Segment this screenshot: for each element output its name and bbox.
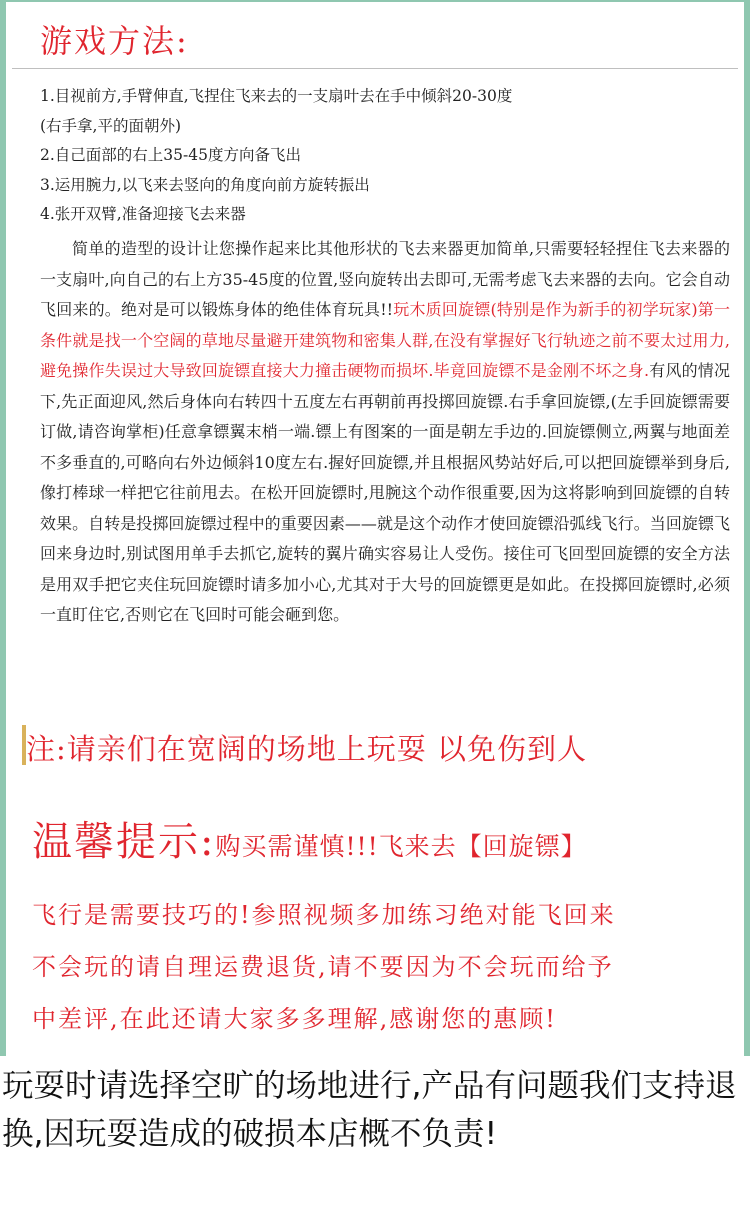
tips-subtitle: 购买需谨慎!!!飞来去【回旋镖】 <box>215 832 587 861</box>
step-item: 4.张开双臂,准备迎接飞去来器 <box>40 205 246 223</box>
step-item: (右手拿,平的面朝外) <box>40 116 182 135</box>
tips-line: 不会玩的请自理运费退货,请不要因为不会玩而给予 <box>32 953 614 981</box>
paragraph-technique: 有风的情况下,先正面迎风,然后身体向右转四十五度左右再朝前再投掷回旋镖.右手拿回旋镖,(左手回旋镖需要订做,请咨询掌柜)任意拿镖翼末梢一端.镖上有图案的一面是朝左手边的.回旋镖侧立,两翼与地面差不多垂直的,可略向右外边倾斜10度左右.握好回旋镖,并且根据风势站好后,可以把回旋镖举到身后,像打棒球一样把它往前甩去。在松开回旋镖时,甩腕这个动作很重要,因为这将影响到回旋镖的自转效果。自转是投掷回旋镖过程中的重要因素——就是这个动作才使回旋镖沿弧线飞行。当回旋镖飞回来身边时,别试图用单手去抓它,旋转的翼片确实容易让人受伤。接住可飞回型回旋镖的安全方法是用双手把它夹住玩回旋镖时请多加小心,尤其对于大号的回旋镖更是如此。在投掷回旋镖时,必须一直盯住它,否则它在飞回时可能会砸到您。 <box>40 361 730 624</box>
step-item: 3.运用腕力,以飞来去竖向的角度向前方旋转振出 <box>40 175 370 194</box>
notice-text: 注:请亲们在宽阔的场地上玩耍 以免伤到人 <box>26 732 587 766</box>
method-title: 游戏方法: <box>40 22 189 60</box>
paragraph-intro: 简单的造型的设计让您操作起来比其他形状的飞去来器更加简单,只需要轻轻捏住飞去来器的一支扇叶,向自己的右上方35-45度的位置,竖向旋转出去即可,无需考虑飞去来器的去向。它会自动飞回来的。绝对是可以锻炼身体的绝佳体育玩具!! <box>40 239 730 319</box>
steps-list <box>40 82 730 230</box>
tips-body <box>32 889 732 1045</box>
tips-title: 温馨提示: <box>32 819 216 865</box>
method-paragraph <box>40 234 730 631</box>
step-item: 2.自己面部的右上35-45度方向备飞出 <box>40 146 301 164</box>
footer-text: 玩耍时请选择空旷的场地进行,产品有问题我们支持退换,因玩耍造成的破损本店概不负责! <box>2 1068 737 1152</box>
safety-warning-text: 玩木质回旋镖(特别是作为新手的初学玩家)第一条件就是找一个空阔的草地尽量避开建筑物和密集人群,在没有掌握好飞行轨迹之前不要太过用力,避免操作失误过大导致回旋镖直接大力撞击硬物而损坏.毕竟回旋镖不是金刚不坏之身. <box>40 300 730 380</box>
tips-line: 飞行是需要技巧的!参照视频多加练习绝对能飞回来 <box>32 901 616 929</box>
tips-line: 中差评,在此还请大家多多理解,感谢您的惠顾! <box>32 1005 557 1033</box>
notice-box <box>12 715 738 777</box>
step-item: 1.目视前方,手臂伸直,飞捏住飞来去的一支扇叶去在手中倾斜20-30度 <box>40 87 513 105</box>
title-divider <box>12 68 738 69</box>
tips-heading <box>32 810 587 867</box>
